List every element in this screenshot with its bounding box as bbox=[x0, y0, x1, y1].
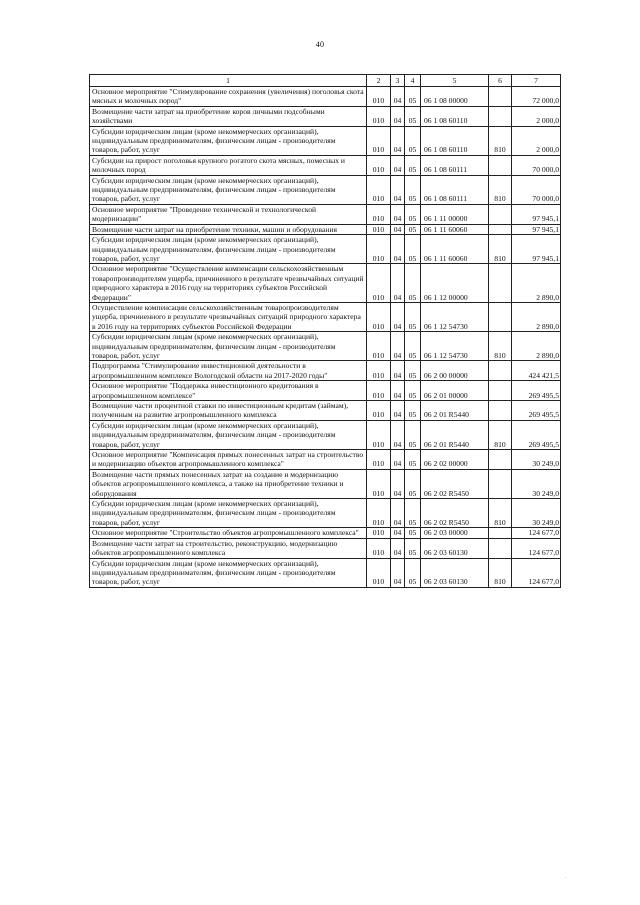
row-target-article-cell: 06 1 08 00000 bbox=[421, 87, 489, 107]
row-subsection-cell: 05 bbox=[405, 499, 421, 528]
row-section-cell: 04 bbox=[391, 87, 405, 107]
row-amount-cell: 30 249,0 bbox=[512, 499, 561, 528]
row-expense-type-cell bbox=[489, 155, 512, 175]
table-header-row bbox=[90, 75, 561, 87]
row-code-cell: 010 bbox=[367, 401, 391, 421]
table-row bbox=[90, 538, 561, 558]
row-target-article-cell: 06 1 08 60111 bbox=[421, 155, 489, 175]
row-target-article-cell: 06 1 12 00000 bbox=[421, 264, 489, 303]
row-name-cell: Основное мероприятие "Компенсация прямых понесенных затрат на строительство и модернизацию объектов агропромышленного комплекса" bbox=[90, 450, 367, 470]
table-row bbox=[90, 361, 561, 381]
row-name-cell: Возмещение части прямых понесенных затрат на создание и модернизацию объектов агропромышленного комплекса, а также на приобретение техники и оборудования bbox=[90, 469, 367, 498]
row-amount-cell: 70 000,0 bbox=[512, 155, 561, 175]
row-subsection-cell: 05 bbox=[405, 361, 421, 381]
row-subsection-cell: 05 bbox=[405, 332, 421, 361]
row-code-cell: 010 bbox=[367, 87, 391, 107]
row-expense-type-cell bbox=[489, 302, 512, 331]
row-target-article-cell: 06 1 08 60110 bbox=[421, 126, 489, 155]
row-subsection-cell: 05 bbox=[405, 235, 421, 264]
row-name-cell: Субсидии юридическим лицам (кроме некоммерческих организаций), индивидуальным предпринимателям, физическим лицам - производителям товаров, работ, услуг bbox=[90, 332, 367, 361]
header-col-1: 1 bbox=[90, 75, 367, 87]
row-target-article-cell: 06 2 01 R5440 bbox=[421, 401, 489, 421]
row-code-cell: 010 bbox=[367, 106, 391, 126]
row-expense-type-cell: 810 bbox=[489, 235, 512, 264]
table-row bbox=[90, 450, 561, 470]
row-target-article-cell: 06 2 00 00000 bbox=[421, 361, 489, 381]
row-subsection-cell: 05 bbox=[405, 204, 421, 224]
row-amount-cell: 124 677,0 bbox=[512, 538, 561, 558]
row-expense-type-cell bbox=[489, 469, 512, 498]
table-row bbox=[90, 332, 561, 361]
table-row bbox=[90, 420, 561, 449]
row-name-cell: Возмещение части затрат на приобретение техники, машин и оборудования bbox=[90, 224, 367, 234]
row-amount-cell: 30 249,0 bbox=[512, 450, 561, 470]
row-amount-cell: 97 945,1 bbox=[512, 204, 561, 224]
header-col-3: 3 bbox=[391, 75, 405, 87]
corner-mark: · bbox=[565, 876, 567, 881]
row-subsection-cell: 05 bbox=[405, 381, 421, 401]
row-amount-cell: 424 421,5 bbox=[512, 361, 561, 381]
row-expense-type-cell bbox=[489, 528, 512, 538]
row-amount-cell: 124 677,0 bbox=[512, 558, 561, 587]
row-subsection-cell: 05 bbox=[405, 175, 421, 204]
row-code-cell: 010 bbox=[367, 469, 391, 498]
row-section-cell: 04 bbox=[391, 224, 405, 234]
table-row bbox=[90, 175, 561, 204]
row-expense-type-cell: 810 bbox=[489, 558, 512, 587]
row-expense-type-cell bbox=[489, 401, 512, 421]
row-subsection-cell: 05 bbox=[405, 87, 421, 107]
table-row bbox=[90, 558, 561, 587]
row-subsection-cell: 05 bbox=[405, 469, 421, 498]
header-col-6: 6 bbox=[489, 75, 512, 87]
row-section-cell: 04 bbox=[391, 264, 405, 303]
row-code-cell: 010 bbox=[367, 235, 391, 264]
row-subsection-cell: 05 bbox=[405, 450, 421, 470]
row-section-cell: 04 bbox=[391, 499, 405, 528]
row-subsection-cell: 05 bbox=[405, 538, 421, 558]
row-code-cell: 010 bbox=[367, 381, 391, 401]
row-target-article-cell: 06 1 11 60060 bbox=[421, 224, 489, 234]
row-target-article-cell: 06 1 11 60060 bbox=[421, 235, 489, 264]
table-row bbox=[90, 224, 561, 234]
row-name-cell: Основное мероприятие "Проведение технической и технологической модернизации" bbox=[90, 204, 367, 224]
row-section-cell: 04 bbox=[391, 361, 405, 381]
row-section-cell: 04 bbox=[391, 332, 405, 361]
row-target-article-cell: 06 2 03 60130 bbox=[421, 538, 489, 558]
table-row bbox=[90, 87, 561, 107]
row-code-cell: 010 bbox=[367, 302, 391, 331]
row-target-article-cell: 06 2 02 R5450 bbox=[421, 499, 489, 528]
row-subsection-cell: 05 bbox=[405, 401, 421, 421]
header-col-4: 4 bbox=[405, 75, 421, 87]
row-expense-type-cell: 810 bbox=[489, 126, 512, 155]
row-amount-cell: 124 677,0 bbox=[512, 528, 561, 538]
row-expense-type-cell bbox=[489, 264, 512, 303]
row-name-cell: Возмещение части затрат на приобретение коров личными подсобными хозяйствами bbox=[90, 106, 367, 126]
row-target-article-cell: 06 2 02 R5450 bbox=[421, 469, 489, 498]
row-target-article-cell: 06 1 11 00000 bbox=[421, 204, 489, 224]
row-target-article-cell: 06 2 01 00000 bbox=[421, 381, 489, 401]
row-section-cell: 04 bbox=[391, 558, 405, 587]
table-row bbox=[90, 381, 561, 401]
row-section-cell: 04 bbox=[391, 381, 405, 401]
budget-table bbox=[89, 74, 561, 588]
row-name-cell: Субсидии юридическим лицам (кроме некоммерческих организаций), индивидуальным предпринимателям, физическим лицам - производителям товаров, работ, услуг bbox=[90, 235, 367, 264]
row-name-cell: Возмещение части затрат на строительство, реконструкцию, модернизацию объектов агропромышленного комплекса bbox=[90, 538, 367, 558]
row-code-cell: 010 bbox=[367, 420, 391, 449]
row-subsection-cell: 05 bbox=[405, 528, 421, 538]
row-name-cell: Основное мероприятие "Строительство объектов агропромышленного комплекса" bbox=[90, 528, 367, 538]
row-amount-cell: 2 000,0 bbox=[512, 126, 561, 155]
row-subsection-cell: 05 bbox=[405, 420, 421, 449]
row-expense-type-cell bbox=[489, 87, 512, 107]
row-subsection-cell: 05 bbox=[405, 155, 421, 175]
table-row bbox=[90, 499, 561, 528]
row-target-article-cell: 06 1 12 54730 bbox=[421, 302, 489, 331]
row-code-cell: 010 bbox=[367, 538, 391, 558]
row-target-article-cell: 06 2 03 60130 bbox=[421, 558, 489, 587]
row-name-cell: Субсидии юридическим лицам (кроме некоммерческих организаций), индивидуальным предпринимателям, физическим лицам - производителям товаров, работ, услуг bbox=[90, 175, 367, 204]
row-name-cell: Основное мероприятие "Осуществление компенсации сельскохозяйственным товаропроизводителям ущерба, причиненного в результате чрезвычайных ситуаций природного характера в 2016 году на территориях субъектов Российской Федерации" bbox=[90, 264, 367, 303]
row-target-article-cell: 06 2 02 00000 bbox=[421, 450, 489, 470]
row-code-cell: 010 bbox=[367, 264, 391, 303]
table-row bbox=[90, 155, 561, 175]
row-amount-cell: 2 890,0 bbox=[512, 264, 561, 303]
row-expense-type-cell: 810 bbox=[489, 420, 512, 449]
row-subsection-cell: 05 bbox=[405, 224, 421, 234]
row-name-cell: Основное мероприятие "Поддержка инвестиционного кредитования в агропромышленном комплексе" bbox=[90, 381, 367, 401]
row-section-cell: 04 bbox=[391, 106, 405, 126]
row-name-cell: Основное мероприятие "Стимулирование сохранения (увеличения) поголовья скота мясных и молочных пород" bbox=[90, 87, 367, 107]
row-code-cell: 010 bbox=[367, 175, 391, 204]
row-subsection-cell: 05 bbox=[405, 558, 421, 587]
table-row bbox=[90, 302, 561, 331]
row-code-cell: 010 bbox=[367, 361, 391, 381]
row-amount-cell: 97 945,1 bbox=[512, 235, 561, 264]
row-name-cell: Субсидии юридическим лицам (кроме некоммерческих организаций), индивидуальным предпринимателям, физическим лицам - производителям товаров, работ, услуг bbox=[90, 420, 367, 449]
row-amount-cell: 2 890,0 bbox=[512, 332, 561, 361]
table-row bbox=[90, 264, 561, 303]
row-section-cell: 04 bbox=[391, 302, 405, 331]
row-target-article-cell: 06 1 08 60111 bbox=[421, 175, 489, 204]
row-section-cell: 04 bbox=[391, 204, 405, 224]
row-expense-type-cell bbox=[489, 224, 512, 234]
row-expense-type-cell bbox=[489, 204, 512, 224]
table-row bbox=[90, 469, 561, 498]
row-amount-cell: 269 495,5 bbox=[512, 381, 561, 401]
row-code-cell: 010 bbox=[367, 558, 391, 587]
row-expense-type-cell: 810 bbox=[489, 175, 512, 204]
row-amount-cell: 2 890,0 bbox=[512, 302, 561, 331]
row-expense-type-cell bbox=[489, 450, 512, 470]
row-amount-cell: 269 495,5 bbox=[512, 401, 561, 421]
row-subsection-cell: 05 bbox=[405, 264, 421, 303]
row-name-cell: Субсидии юридическим лицам (кроме некоммерческих организаций), индивидуальным предпринимателям, физическим лицам - производителям товаров, работ, услуг bbox=[90, 558, 367, 587]
row-target-article-cell: 06 1 12 54730 bbox=[421, 332, 489, 361]
row-section-cell: 04 bbox=[391, 126, 405, 155]
row-section-cell: 04 bbox=[391, 175, 405, 204]
row-target-article-cell: 06 1 08 60110 bbox=[421, 106, 489, 126]
table-row bbox=[90, 401, 561, 421]
row-amount-cell: 30 249,0 bbox=[512, 469, 561, 498]
row-subsection-cell: 05 bbox=[405, 126, 421, 155]
row-section-cell: 04 bbox=[391, 420, 405, 449]
row-section-cell: 04 bbox=[391, 528, 405, 538]
header-col-5: 5 bbox=[421, 75, 489, 87]
row-code-cell: 010 bbox=[367, 155, 391, 175]
row-section-cell: 04 bbox=[391, 155, 405, 175]
header-col-2: 2 bbox=[367, 75, 391, 87]
row-expense-type-cell bbox=[489, 381, 512, 401]
row-code-cell: 010 bbox=[367, 450, 391, 470]
row-name-cell: Субсидии на прирост поголовья крупного рогатого скота мясных, помесных и молочных пород bbox=[90, 155, 367, 175]
row-section-cell: 04 bbox=[391, 401, 405, 421]
row-code-cell: 010 bbox=[367, 126, 391, 155]
row-code-cell: 010 bbox=[367, 332, 391, 361]
row-amount-cell: 97 945,1 bbox=[512, 224, 561, 234]
row-amount-cell: 2 000,0 bbox=[512, 106, 561, 126]
row-name-cell: Подпрограмма "Стимулирование инвестиционной деятельности в агропромышленном комплексе Вологодской области на 2017-2020 годы" bbox=[90, 361, 367, 381]
row-section-cell: 04 bbox=[391, 469, 405, 498]
row-amount-cell: 72 000,0 bbox=[512, 87, 561, 107]
row-code-cell: 010 bbox=[367, 224, 391, 234]
row-expense-type-cell: 810 bbox=[489, 499, 512, 528]
row-expense-type-cell bbox=[489, 106, 512, 126]
row-section-cell: 04 bbox=[391, 235, 405, 264]
table-row bbox=[90, 528, 561, 538]
row-target-article-cell: 06 2 03 00000 bbox=[421, 528, 489, 538]
table-row bbox=[90, 126, 561, 155]
table-row bbox=[90, 235, 561, 264]
row-amount-cell: 70 000,0 bbox=[512, 175, 561, 204]
header-col-7: 7 bbox=[512, 75, 561, 87]
table-row bbox=[90, 204, 561, 224]
row-name-cell: Субсидии юридическим лицам (кроме некоммерческих организаций), индивидуальным предпринимателям, физическим лицам - производителям товаров, работ, услуг bbox=[90, 499, 367, 528]
row-amount-cell: 269 495,5 bbox=[512, 420, 561, 449]
row-target-article-cell: 06 2 01 R5440 bbox=[421, 420, 489, 449]
row-name-cell: Возмещение части процентной ставки по инвестиционным кредитам (займам), полученным на развитие агропромышленного комплекса bbox=[90, 401, 367, 421]
row-name-cell: Осуществление компенсации сельскохозяйственным товаропроизводителям ущерба, причиненного в результате чрезвычайных ситуаций природного характера в 2016 году на территориях субъектов Российской Федерации bbox=[90, 302, 367, 331]
row-section-cell: 04 bbox=[391, 538, 405, 558]
table-row bbox=[90, 106, 561, 126]
row-code-cell: 010 bbox=[367, 204, 391, 224]
table-body bbox=[90, 87, 561, 588]
row-expense-type-cell bbox=[489, 361, 512, 381]
row-expense-type-cell bbox=[489, 538, 512, 558]
row-code-cell: 010 bbox=[367, 528, 391, 538]
row-subsection-cell: 05 bbox=[405, 106, 421, 126]
row-name-cell: Субсидии юридическим лицам (кроме некоммерческих организаций), индивидуальным предпринимателям, физическим лицам - производителям товаров, работ, услуг bbox=[90, 126, 367, 155]
row-code-cell: 010 bbox=[367, 499, 391, 528]
row-section-cell: 04 bbox=[391, 450, 405, 470]
row-expense-type-cell: 810 bbox=[489, 332, 512, 361]
row-subsection-cell: 05 bbox=[405, 302, 421, 331]
page-number: 40 bbox=[315, 40, 325, 49]
